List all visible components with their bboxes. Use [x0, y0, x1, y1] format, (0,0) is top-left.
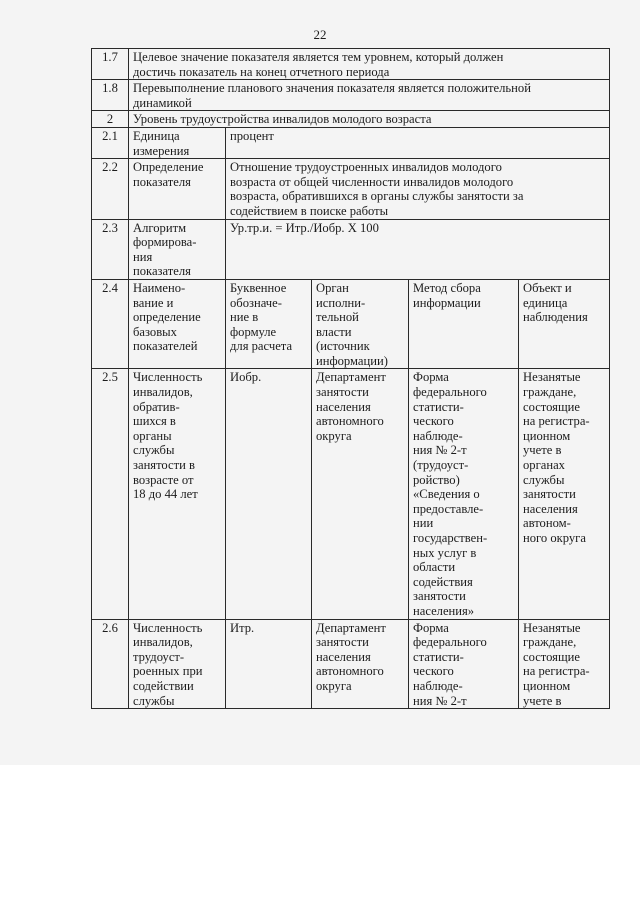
table-cell: Незанятые граждане, состоящие на регистра- ционном учете в	[519, 619, 610, 709]
row-label: Алгоритм формирова- ния показателя	[129, 219, 226, 279]
table-row-1-7	[92, 49, 610, 80]
table-row-2-1	[92, 127, 610, 158]
row-number: 2.3	[92, 219, 129, 279]
row-number: 2.5	[92, 369, 129, 619]
table-row-2-heading	[92, 111, 610, 128]
row-number: 2	[92, 111, 129, 128]
table-row-2-4	[92, 279, 610, 369]
row-text: Целевое значение показателя является тем уровнем, который должен достичь показатель на конец отчетного периода	[129, 49, 610, 80]
table-cell: Департамент занятости населения автономного округа	[312, 619, 409, 709]
table-row-2-5	[92, 369, 610, 619]
table-cell: Форма федерального статисти- ческого наблюде- ния № 2-т	[409, 619, 519, 709]
row-text: Перевыполнение планового значения показателя является положительной динамикой	[129, 80, 610, 111]
column-header: Буквенное обозначе- ние в формуле для расчета	[226, 279, 312, 369]
row-number: 2.2	[92, 159, 129, 219]
table-cell: Иобр.	[226, 369, 312, 619]
column-header: Объект и единица наблюдения	[519, 279, 610, 369]
row-label: Единица измерения	[129, 127, 226, 158]
indicator-table	[91, 48, 610, 709]
formula: Ур.тр.и. = Итр./Иобр. Х 100	[226, 219, 610, 279]
table-row-2-3	[92, 219, 610, 279]
table-cell: Незанятые граждане, состоящие на регистра- ционном учете в органах службы занятости населения автоном- ного округа	[519, 369, 610, 619]
row-number: 1.7	[92, 49, 129, 80]
page-number: 22	[313, 27, 327, 42]
table-row-2-2	[92, 159, 610, 219]
row-value: Отношение трудоустроенных инвалидов молодого возраста от общей численности инвалидов молодого возраста, обратившихся в органы службы занятости за содействием в поиске работы	[226, 159, 610, 219]
table-row-2-6	[92, 619, 610, 709]
table-cell: Департамент занятости населения автономного округа	[312, 369, 409, 619]
table-cell: Численность инвалидов, трудоуст- роенных при содействии службы	[129, 619, 226, 709]
column-header: Орган исполни- тельной власти (источник информации)	[312, 279, 409, 369]
row-value: процент	[226, 127, 610, 158]
row-label: Определение показателя	[129, 159, 226, 219]
table-row-1-8	[92, 80, 610, 111]
row-number: 2.1	[92, 127, 129, 158]
row-number: 1.8	[92, 80, 129, 111]
row-number: 2.4	[92, 279, 129, 369]
section-heading: Уровень трудоустройства инвалидов молодого возраста	[129, 111, 610, 128]
column-header: Наимено- вание и определение базовых показателей	[129, 279, 226, 369]
table-cell: Форма федерального статисти- ческого наблюде- ния № 2-т (трудоуст- ройство) «Сведения о предоставле- нии государствен- ных услуг в области содействия занятости населения»	[409, 369, 519, 619]
row-number: 2.6	[92, 619, 129, 709]
table-cell: Численность инвалидов, обратив- шихся в органы службы занятости в возрасте от 18 до 44 лет	[129, 369, 226, 619]
table-cell: Итр.	[226, 619, 312, 709]
column-header: Метод сбора информации	[409, 279, 519, 369]
